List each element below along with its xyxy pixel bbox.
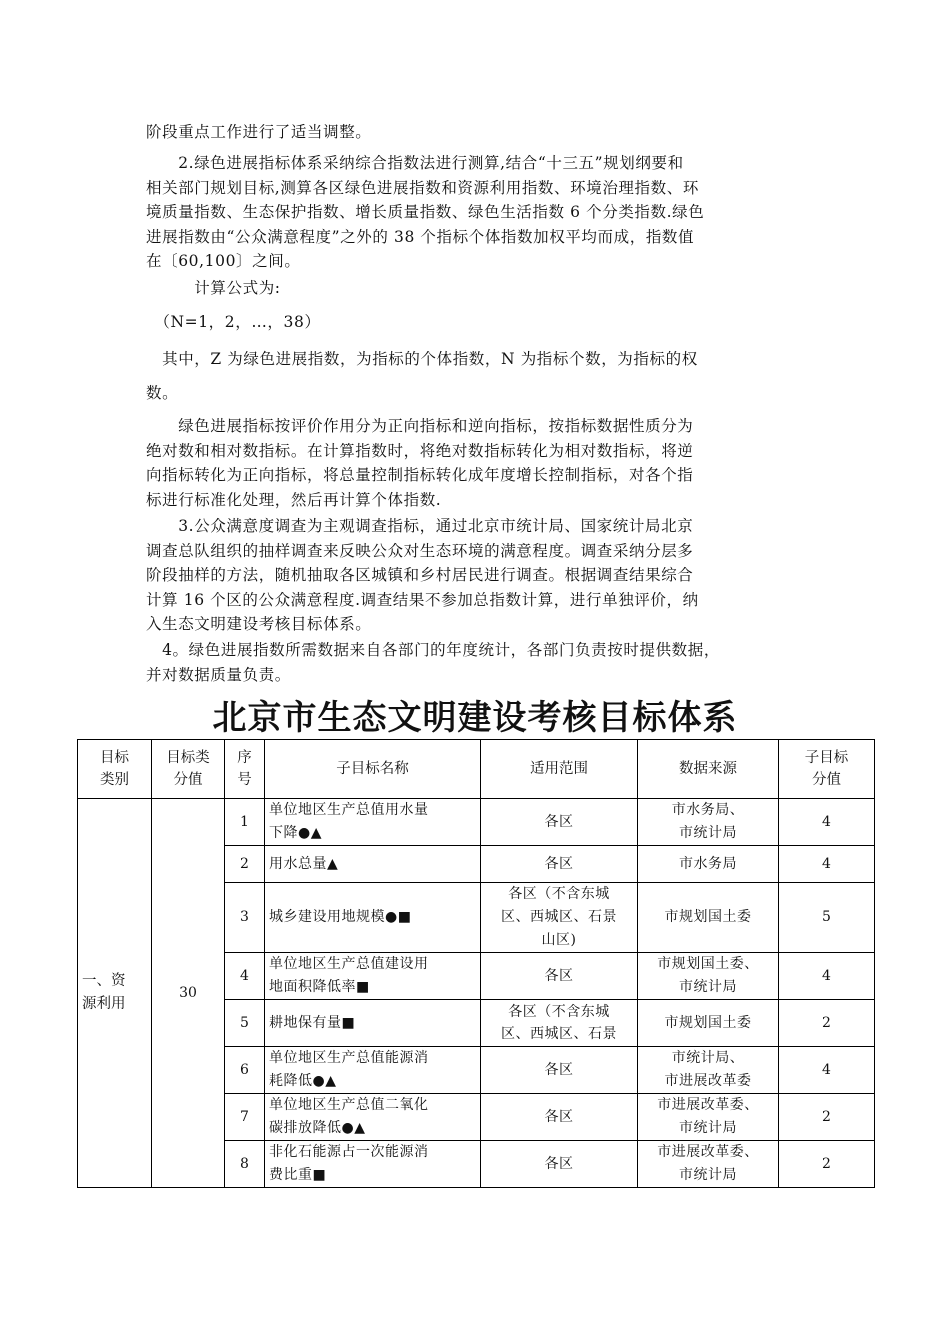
scope-cell	[481, 1047, 638, 1094]
sub-goal-name-cell	[265, 846, 481, 883]
data-source-cell-line: 市统计局	[679, 1167, 737, 1183]
sub-goal-name-cell-line: 地面积降低率■	[269, 979, 370, 995]
paragraph-line: 2.绿色进展指标体系采纳综合指数法进行测算,结合“十三五”规划纲要和	[146, 154, 684, 172]
paragraph-line: 绿色进展指标按评价作用分为正向指标和逆向指标，按指标数据性质分为	[146, 417, 694, 435]
scope-cell	[481, 1141, 638, 1188]
sub-goal-name-cell-line: 单位地区生产总值能源消	[269, 1050, 429, 1066]
header-seq	[225, 740, 265, 799]
data-source-cell	[638, 846, 779, 883]
data-source-cell-line: 市规划国土委	[664, 1014, 752, 1031]
header-label-line: 号	[237, 772, 252, 788]
data-source-cell-line: 市规划国土委	[664, 909, 752, 925]
data-source-cell	[638, 1047, 779, 1094]
header-label-line: 序	[237, 750, 252, 766]
table-header-row	[78, 740, 875, 799]
paragraph-formula-explain-end	[146, 381, 818, 406]
scope-cell	[481, 1094, 638, 1141]
scope-cell-line: 各区（不含东城	[508, 1004, 610, 1020]
header-label-line: 目标	[100, 750, 129, 766]
seq-cell: 4	[225, 953, 265, 1000]
sub-goal-name-cell	[265, 1047, 481, 1094]
data-source-cell	[638, 799, 779, 846]
sub-goal-name-cell-line: 碳排放降低●▲	[269, 1120, 366, 1136]
seq-cell: 5	[225, 1000, 265, 1047]
paragraph-line: 标进行标准化处理，然后再计算个体指数.	[146, 490, 442, 509]
sub-goal-score-cell: 2	[779, 1000, 875, 1047]
paragraph-line: 调查总队组织的抽样调查来反映公众对生态环境的满意程度。调查采纳分层多	[146, 541, 694, 560]
paragraph-satisfaction-survey	[146, 514, 818, 637]
data-source-cell	[638, 1141, 779, 1188]
sub-goal-name-cell	[265, 953, 481, 1000]
sub-goal-name-cell-line: 单位地区生产总值建设用	[269, 956, 429, 972]
paragraph-line: 其中，Z 为绿色进展指数，为指标的个体指数，N 为指标个数，为指标的权	[146, 350, 698, 368]
scope-cell-line: 山区)	[541, 932, 577, 948]
paragraph-formula-range	[146, 310, 818, 335]
sub-goal-name-cell	[265, 799, 481, 846]
data-source-cell-line: 市统计局	[679, 825, 737, 841]
data-source-cell-line: 市规划国土委、	[657, 956, 759, 972]
header-data-source	[638, 740, 779, 799]
seq-cell: 8	[225, 1141, 265, 1188]
paragraph-line: 并对数据质量负责。	[146, 665, 291, 684]
sub-goal-score-cell: 2	[779, 1141, 875, 1188]
sub-goal-score-cell: 4	[779, 1047, 875, 1094]
sub-goal-name-cell-line: 非化石能源占一次能源消	[269, 1144, 429, 1160]
header-sub-goal-score	[779, 740, 875, 799]
scope-cell-line: 各区（不含东城	[508, 886, 610, 902]
sub-goal-name-cell	[265, 1141, 481, 1188]
data-source-cell	[638, 953, 779, 1000]
data-source-cell-line: 市进展改革委	[664, 1073, 752, 1089]
data-source-cell-line: 市水务局	[679, 855, 737, 872]
header-scope	[481, 740, 638, 799]
header-label-line: 目标类	[166, 750, 210, 766]
paragraph-line: 在〔60,100〕之间。	[146, 252, 301, 270]
paragraph-line: 数。	[146, 384, 179, 402]
data-source-cell	[638, 1094, 779, 1141]
sub-goal-name-cell	[265, 1094, 481, 1141]
seq-cell: 6	[225, 1047, 265, 1094]
header-category	[78, 740, 152, 799]
scope-cell-line: 区、西城区、石景	[501, 909, 617, 925]
data-source-cell	[638, 883, 779, 953]
assessment-goals-table	[77, 739, 875, 1188]
seq-cell: 2	[225, 846, 265, 883]
paragraph-line: 阶段重点工作进行了适当调整。	[146, 123, 372, 141]
paragraph-line: 3.公众满意度调查为主观调查指标，通过北京市统计局、国家统计局北京	[146, 517, 694, 535]
scope-cell-line: 各区	[544, 967, 574, 984]
paragraph-formula-explain	[146, 347, 818, 372]
header-label-line: 数据来源	[679, 761, 737, 777]
seq-cell: 7	[225, 1094, 265, 1141]
sub-goal-score-cell: 4	[779, 953, 875, 1000]
paragraph-formula-intro	[146, 276, 818, 301]
sub-goal-score-cell: 5	[779, 883, 875, 953]
header-label-line: 适用范围	[530, 761, 588, 777]
sub-goal-score-cell: 2	[779, 1094, 875, 1141]
paragraph-data-source	[146, 638, 818, 687]
sub-goal-name-cell-line: 耕地保有量■	[269, 1014, 356, 1031]
category-label-line: 源利用	[82, 996, 126, 1012]
paragraph-line: （N=1，2，…，38）	[146, 313, 321, 331]
sub-goal-name-cell-line: 单位地区生产总值用水量	[269, 802, 429, 818]
data-source-cell-line: 市进展改革委、	[657, 1144, 759, 1160]
paragraph-line: 向指标转化为正向指标，将总量控制指标转化成年度增长控制指标，对各个指	[146, 466, 694, 484]
sub-goal-name-cell-line: 下降●▲	[269, 825, 322, 841]
data-source-cell-line: 市统计局、	[671, 1050, 745, 1066]
sub-goal-name-cell	[265, 883, 481, 953]
scope-cell	[481, 846, 638, 883]
table-row	[78, 799, 875, 846]
category-label	[78, 799, 152, 1188]
paragraph-line: 绝对数和相对数指标。在计算指数时，将绝对数指标转化为相对数指标，将逆	[146, 441, 694, 460]
header-label-line: 分值	[173, 772, 203, 788]
paragraph-line: 进展指数由“公众满意程度”之外的 38 个指标个体指数加权平均而成，指数值	[146, 227, 695, 246]
paragraph-line: 入生态文明建设考核目标体系。	[146, 615, 372, 633]
paragraph-line: 4。绿色进展指数所需数据来自各部门的年度统计，各部门负责按时提供数据，	[146, 641, 720, 659]
scope-cell-line: 区、西城区、石景	[501, 1026, 617, 1042]
paragraph-line: 境质量指数、生态保护指数、增长质量指数、绿色生活指数 6 个分类指数.绿色	[146, 203, 705, 221]
paragraph-line: 计算公式为:	[146, 279, 281, 297]
header-label-line: 分值	[812, 772, 841, 788]
data-source-cell	[638, 1000, 779, 1047]
header-sub-goal-name	[265, 740, 481, 799]
paragraph-line: 相关部门规划目标,测算各区绿色进展指数和资源利用指数、环境治理指数、环	[146, 178, 699, 197]
scope-cell	[481, 883, 638, 953]
table-title: 北京市生态文明建设考核目标体系	[212, 698, 738, 738]
table-body	[78, 799, 875, 1188]
scope-cell	[481, 953, 638, 1000]
sub-goal-name-cell-line: 单位地区生产总值二氧化	[269, 1097, 429, 1113]
paragraph-continuation	[146, 120, 818, 145]
sub-goal-name-cell-line: 费比重■	[269, 1167, 327, 1183]
header-label-line: 子目标	[804, 750, 849, 766]
data-source-cell-line: 市统计局	[679, 979, 737, 995]
sub-goal-name-cell-line: 用水总量▲	[269, 855, 339, 872]
data-source-cell-line: 市进展改革委、	[657, 1097, 759, 1113]
scope-cell-line: 各区	[544, 855, 574, 872]
paragraph-line: 计算 16 个区的公众满意程度.调查结果不参加总指数计算，进行单独评价，纳	[146, 590, 699, 609]
seq-cell: 3	[225, 883, 265, 953]
data-source-cell-line: 市水务局、	[671, 802, 745, 818]
scope-cell-line: 各区	[544, 1155, 574, 1172]
scope-cell-line: 各区	[544, 813, 574, 830]
paragraph-index-method	[146, 151, 818, 274]
paragraph-line: 阶段抽样的方法，随机抽取各区城镇和乡村居民进行调查。根据调查结果综合	[146, 566, 694, 584]
sub-goal-score-cell: 4	[779, 846, 875, 883]
header-label-line: 子目标名称	[336, 761, 409, 777]
scope-cell	[481, 1000, 638, 1047]
header-label-line: 类别	[100, 772, 129, 788]
data-source-cell-line: 市统计局	[679, 1120, 737, 1136]
seq-cell: 1	[225, 799, 265, 846]
paragraph-indicator-types	[146, 414, 818, 512]
category-label-line: 一、资	[82, 973, 126, 989]
sub-goal-score-cell: 4	[779, 799, 875, 846]
category-score: 30	[152, 799, 225, 1188]
scope-cell-line: 各区	[544, 1108, 574, 1125]
sub-goal-name-cell-line: 城乡建设用地规模●■	[269, 909, 412, 925]
scope-cell-line: 各区	[544, 1061, 574, 1078]
sub-goal-name-cell-line: 耗降低●▲	[269, 1073, 337, 1089]
header-category-score	[152, 740, 225, 799]
scope-cell	[481, 799, 638, 846]
sub-goal-name-cell	[265, 1000, 481, 1047]
